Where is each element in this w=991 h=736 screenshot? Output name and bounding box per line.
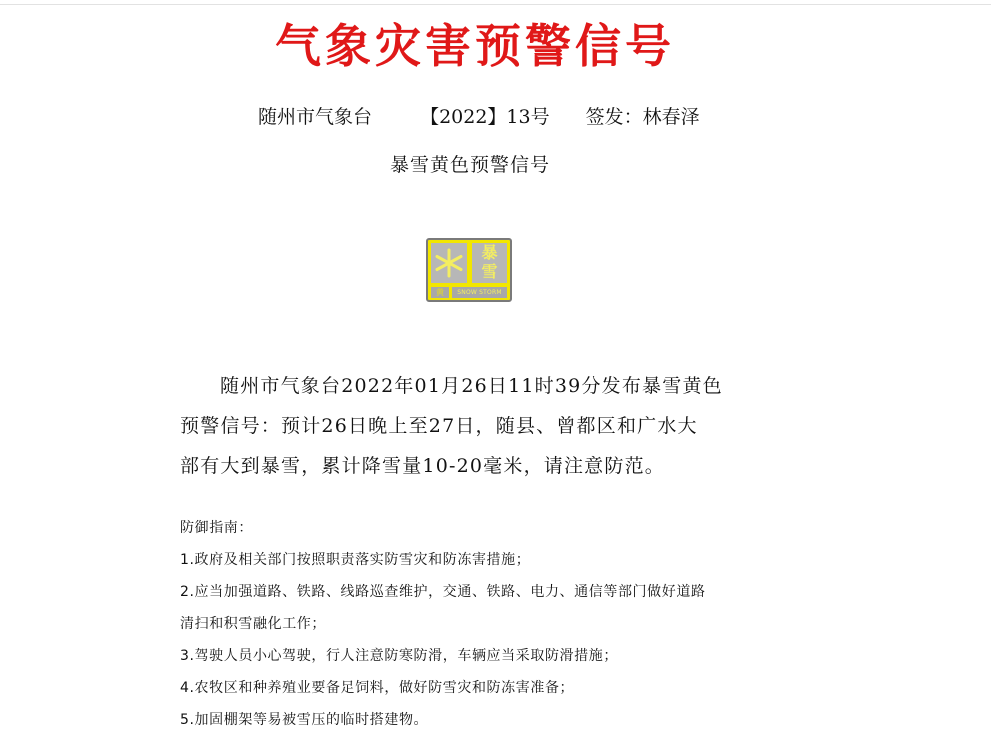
badge-level: 黄 — [431, 287, 449, 298]
signer: 签发：林春泽 — [585, 106, 700, 128]
guide-heading: 防御指南： — [180, 520, 253, 536]
document-header — [258, 102, 700, 129]
body-line: 部有大到暴雪，累计降雪量10-20毫米，请注意防范。 — [180, 455, 665, 477]
announcement-body — [180, 366, 780, 486]
snowstorm-warning-badge — [426, 238, 512, 302]
document-number: 【2022】13号 — [420, 106, 550, 128]
guide-item: 1.政府及相关部门按照职责落实防雪灾和防冻害措施； — [180, 552, 531, 568]
top-divider — [0, 4, 991, 5]
signal-name: 暴雪黄色预警信号 — [389, 154, 550, 176]
guide-item: 3.驾驶人员小心驾驶，行人注意防寒防滑，车辆应当采取防滑措施； — [180, 648, 618, 664]
defense-guide — [180, 512, 780, 736]
guide-item: 2.应当加强道路、铁路、线路巡查维护，交通、铁路、电力、通信等部门做好道路 — [180, 584, 706, 600]
guide-item: 4.农牧区和种养殖业要备足饲料，做好防雪灾和防冻害准备； — [180, 680, 575, 696]
badge-char-2: 雪 — [481, 262, 498, 281]
document-title: 气象灾害预警信号 — [275, 19, 675, 73]
guide-item: 清扫和积雪融化工作； — [180, 616, 326, 632]
badge-char-1: 暴 — [481, 243, 498, 262]
badge-chars — [472, 243, 507, 283]
issuer: 随州市气象台 — [258, 106, 373, 128]
guide-item: 5.加固棚架等易被雪压的临时搭建物。 — [180, 712, 429, 728]
body-line: 随州市气象台2022年01月26日11时39分发布暴雪黄色 — [220, 375, 723, 397]
body-line: 预警信号：预计26日晚上至27日，随县、曾都区和广水大 — [180, 415, 698, 437]
snowflake-icon — [431, 243, 467, 283]
badge-english: SNOW STORM — [452, 287, 507, 298]
